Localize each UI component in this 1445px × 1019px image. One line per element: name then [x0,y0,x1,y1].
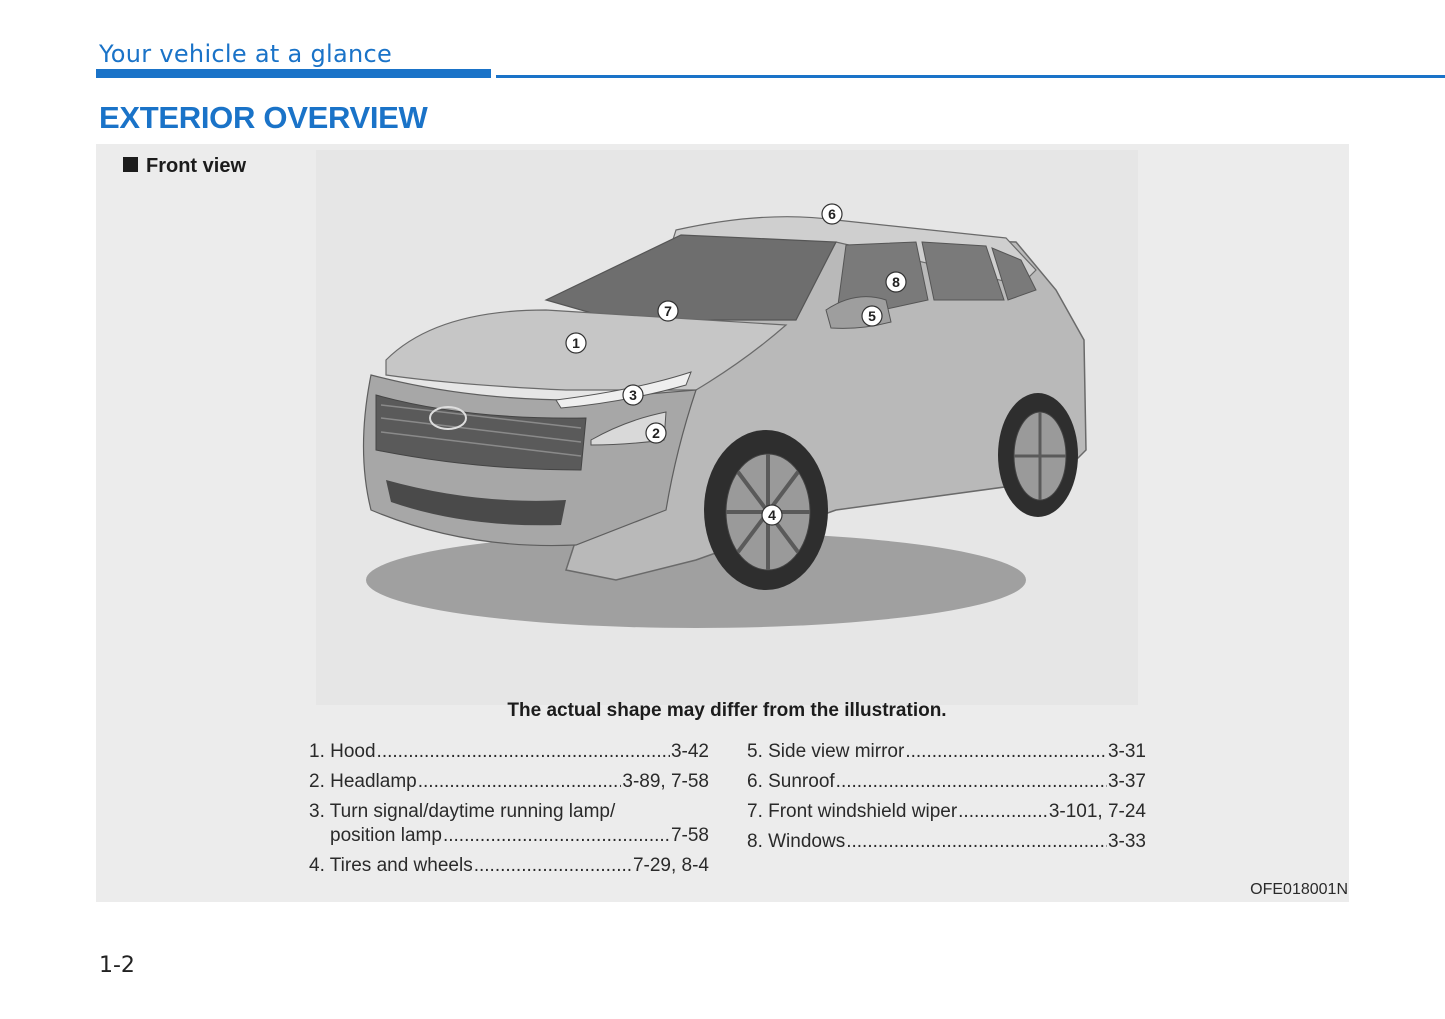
svg-text:4: 4 [768,507,776,523]
legend-item-headlamp: 2. Headlamp ..... 3-89, 7-58 [309,771,709,801]
section-title: EXTERIOR OVERVIEW [99,100,428,135]
callout-2 [646,423,666,443]
callout-3 [623,385,643,405]
callout-1 [566,333,586,353]
svg-text:7: 7 [664,303,672,319]
vehicle-illustration [316,150,1138,705]
callout-4 [762,505,782,525]
view-label [123,155,246,178]
legend-right-column [747,741,1146,861]
svg-text:6: 6 [828,206,836,222]
callout-5 [862,306,882,326]
callout-7 [658,301,678,321]
legend-item-turn-signal: position lamp ..... 7-58 [309,825,709,855]
svg-text:3: 3 [629,387,637,403]
figure-code: OFE018001N [1250,881,1348,898]
legend-item-hood: 1. Hood ..... 3-42 [309,741,709,771]
legend-item-sunroof: 6. Sunroof ..... 3-37 [747,771,1146,801]
header-rule-thick [96,69,491,78]
legend-item-turn-signal-line1: 3. Turn signal/daytime running lamp/ [309,801,616,822]
header-rule-thin [496,75,1445,78]
legend-item-windows: 8. Windows ..... 3-33 [747,831,1146,861]
legend-item-tires-wheels: 4. Tires and wheels ..... 7-29, 8-4 [309,855,709,885]
svg-text:5: 5 [868,308,876,324]
bullet-square-icon [123,157,138,172]
svg-text:2: 2 [652,425,660,441]
page-number: 1-2 [99,953,135,978]
legend-left-column [309,741,709,885]
illustration-caption: The actual shape may differ from the illustration. [507,700,947,721]
callout-8 [886,272,906,292]
svg-text:1: 1 [572,335,580,351]
svg-text:8: 8 [892,274,900,290]
view-label-text: Front view [146,155,247,177]
suv-front-drawing [316,150,1138,705]
legend-item-wiper: 7. Front windshield wiper ..... 3-101, 7-24 [747,801,1146,831]
legend-item-side-mirror: 5. Side view mirror ..... 3-31 [747,741,1146,771]
callout-6 [822,204,842,224]
chapter-title: Your vehicle at a glance [99,40,393,68]
